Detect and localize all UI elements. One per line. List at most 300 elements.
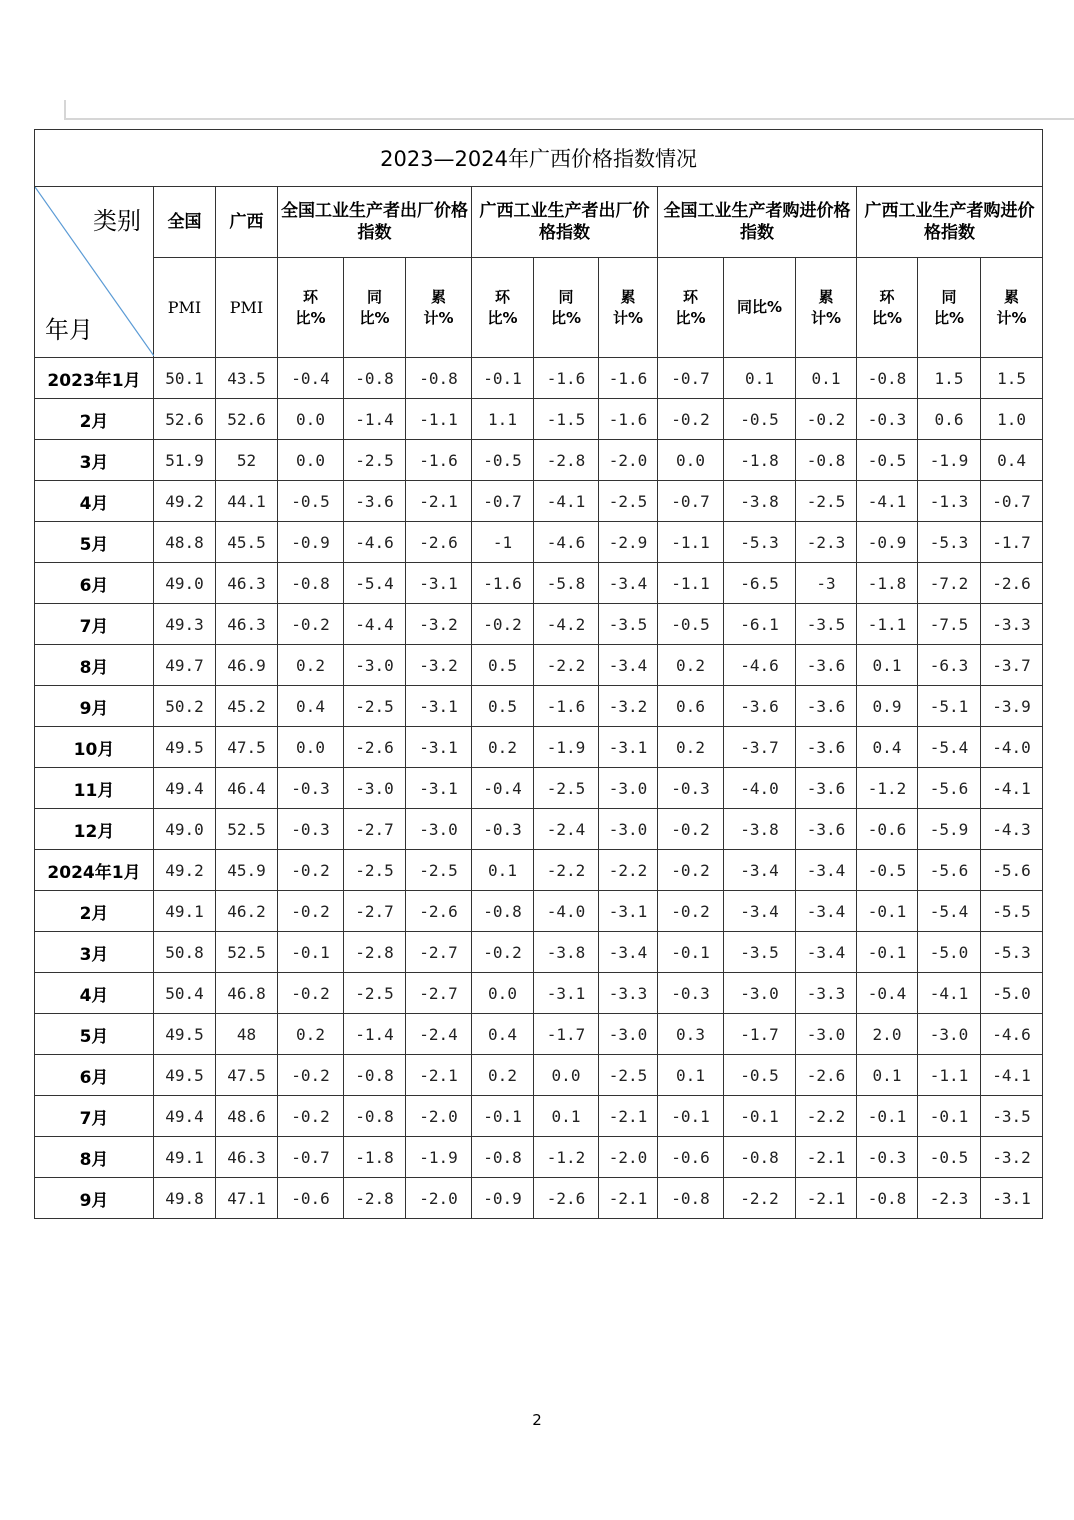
table-cell: -3.1 (406, 563, 472, 604)
table-cell: -0.1 (278, 932, 344, 973)
group-ppi-guangxi: 广西工业生产者出厂价格指数 (472, 187, 658, 258)
table-cell: 0.3 (658, 1014, 724, 1055)
table-cell: 0.2 (472, 1055, 534, 1096)
table-cell: -2.1 (406, 481, 472, 522)
table-cell: -1.1 (406, 399, 472, 440)
table-cell: -2.3 (918, 1178, 981, 1219)
table-cell: -4.0 (724, 768, 796, 809)
table-cell: -3.4 (724, 850, 796, 891)
table-cell: 49.5 (154, 1014, 216, 1055)
table-cell: -4.6 (724, 645, 796, 686)
table-cell: -0.8 (406, 358, 472, 399)
table-cell: 49.5 (154, 1055, 216, 1096)
table-cell: 43.5 (216, 358, 278, 399)
table-row (35, 809, 1043, 850)
table-cell: -0.1 (857, 932, 918, 973)
table-cell: -5.1 (918, 686, 981, 727)
table-cell: 0.5 (472, 686, 534, 727)
table-cell: 0.0 (534, 1055, 599, 1096)
table-row (35, 563, 1043, 604)
table-cell: -3.1 (406, 686, 472, 727)
row-month: 2023年1月 (35, 358, 154, 399)
row-month: 10月 (35, 727, 154, 768)
table-row (35, 1014, 1043, 1055)
table-cell: -2.2 (534, 645, 599, 686)
row-month: 6月 (35, 563, 154, 604)
table-cell: -2.4 (534, 809, 599, 850)
sub-pmi-national: PMI (154, 258, 216, 358)
table-cell: -2.0 (599, 1137, 658, 1178)
table-cell: 52 (216, 440, 278, 481)
table-cell: 0.1 (796, 358, 857, 399)
table-cell: -3.5 (981, 1096, 1043, 1137)
table-cell: 48.8 (154, 522, 216, 563)
table-cell: -4.1 (981, 1055, 1043, 1096)
table-cell: -0.3 (278, 768, 344, 809)
table-cell: -5.6 (918, 850, 981, 891)
table-cell: -4.1 (918, 973, 981, 1014)
table-cell: -1.1 (857, 604, 918, 645)
header-rule (64, 100, 1074, 120)
table-cell: -2.4 (406, 1014, 472, 1055)
group-pp-guangxi: 广西工业生产者购进价格指数 (857, 187, 1043, 258)
table-cell: -2.6 (406, 891, 472, 932)
table-cell: 49.2 (154, 850, 216, 891)
table-cell: 0.6 (918, 399, 981, 440)
table-cell: -0.4 (857, 973, 918, 1014)
table-cell: -1.8 (724, 440, 796, 481)
table-cell: -2.5 (599, 1055, 658, 1096)
table-cell: 0.2 (472, 727, 534, 768)
sub-mom: 环比% (658, 258, 724, 358)
table-cell: -2.6 (406, 522, 472, 563)
table-cell: -0.2 (796, 399, 857, 440)
table-cell: -0.5 (472, 440, 534, 481)
table-cell: -2.1 (406, 1055, 472, 1096)
table-cell: -0.1 (857, 891, 918, 932)
table-cell: -5.4 (918, 727, 981, 768)
table-cell: -3.8 (534, 932, 599, 973)
table-cell: -3.9 (981, 686, 1043, 727)
table-cell: -7.2 (918, 563, 981, 604)
table-cell: -5.0 (918, 932, 981, 973)
table-cell: -3 (796, 563, 857, 604)
table-cell: -4.3 (981, 809, 1043, 850)
table-cell: -3.0 (599, 768, 658, 809)
sub-mom: 环比% (278, 258, 344, 358)
table-cell: -1.3 (918, 481, 981, 522)
table-cell: -0.3 (658, 973, 724, 1014)
table-cell: -0.2 (472, 604, 534, 645)
table-cell: -2.5 (344, 686, 406, 727)
table-cell: -1.8 (857, 563, 918, 604)
table-cell: -4.6 (534, 522, 599, 563)
table-cell: -4.0 (981, 727, 1043, 768)
table-cell: -2.0 (406, 1178, 472, 1219)
table-cell: 50.1 (154, 358, 216, 399)
table-cell: -2.1 (796, 1137, 857, 1178)
table-cell: -0.8 (344, 1096, 406, 1137)
row-month: 4月 (35, 973, 154, 1014)
row-month: 2月 (35, 891, 154, 932)
table-cell: -0.7 (981, 481, 1043, 522)
table-row (35, 604, 1043, 645)
table-cell: -0.8 (796, 440, 857, 481)
table-cell: -4.6 (344, 522, 406, 563)
table-cell: 45.9 (216, 850, 278, 891)
table-cell: 50.2 (154, 686, 216, 727)
table-cell: 49.3 (154, 604, 216, 645)
table-cell: -1.7 (534, 1014, 599, 1055)
table-cell: -1.1 (918, 1055, 981, 1096)
table-cell: 46.9 (216, 645, 278, 686)
table-row (35, 645, 1043, 686)
table-cell: 47.1 (216, 1178, 278, 1219)
table-cell: 2.0 (857, 1014, 918, 1055)
table-cell: 49.0 (154, 809, 216, 850)
table-cell: 48 (216, 1014, 278, 1055)
table-cell: -2.6 (534, 1178, 599, 1219)
corner-header-cell (35, 187, 154, 358)
sub-cum: 累计% (599, 258, 658, 358)
table-cell: -4.4 (344, 604, 406, 645)
table-row (35, 850, 1043, 891)
sub-mom: 环比% (472, 258, 534, 358)
table-cell: -3.6 (724, 686, 796, 727)
table-cell: 49.7 (154, 645, 216, 686)
row-month: 5月 (35, 522, 154, 563)
table-cell: -2.5 (344, 973, 406, 1014)
table-row (35, 768, 1043, 809)
table-cell: -0.1 (658, 1096, 724, 1137)
table-cell: -0.5 (857, 850, 918, 891)
row-month: 2024年1月 (35, 850, 154, 891)
table-cell: -3.7 (724, 727, 796, 768)
table-cell: -6.3 (918, 645, 981, 686)
table-cell: 0.1 (534, 1096, 599, 1137)
table-cell: -3.0 (344, 645, 406, 686)
table-cell: -3.0 (918, 1014, 981, 1055)
table-cell: 46.4 (216, 768, 278, 809)
table-cell: -0.2 (658, 809, 724, 850)
row-month: 8月 (35, 645, 154, 686)
table-cell: 49.4 (154, 768, 216, 809)
table-cell: -2.5 (406, 850, 472, 891)
table-row (35, 440, 1043, 481)
table-cell: -1.9 (406, 1137, 472, 1178)
row-month: 4月 (35, 481, 154, 522)
table-cell: -4.0 (534, 891, 599, 932)
table-cell: 1.5 (918, 358, 981, 399)
table-cell: -3.3 (599, 973, 658, 1014)
table-cell: 1.0 (981, 399, 1043, 440)
table-cell: -0.7 (278, 1137, 344, 1178)
sub-yoy: 同比% (918, 258, 981, 358)
table-cell: -0.6 (658, 1137, 724, 1178)
table-cell: -0.2 (278, 1096, 344, 1137)
table-cell: -1.9 (534, 727, 599, 768)
table-row (35, 1178, 1043, 1219)
table-cell: -0.4 (278, 358, 344, 399)
table-cell: -3.2 (406, 604, 472, 645)
table-cell: -3.0 (344, 768, 406, 809)
table-cell: -2.8 (534, 440, 599, 481)
row-month: 3月 (35, 932, 154, 973)
table-cell: -2.2 (724, 1178, 796, 1219)
table-cell: -0.1 (918, 1096, 981, 1137)
table-cell: -2.5 (344, 440, 406, 481)
row-month: 5月 (35, 1014, 154, 1055)
table-cell: -2.3 (796, 522, 857, 563)
table-cell: -6.5 (724, 563, 796, 604)
table-cell: -1.2 (534, 1137, 599, 1178)
table-cell: -0.7 (658, 481, 724, 522)
table-cell: -3.4 (724, 891, 796, 932)
table-cell: 0.0 (278, 727, 344, 768)
table-cell: 0.0 (278, 440, 344, 481)
table-cell: -0.2 (472, 932, 534, 973)
table-cell: -1.4 (344, 399, 406, 440)
table-cell: -3.1 (406, 768, 472, 809)
table-cell: -3.8 (724, 809, 796, 850)
table-cell: -3.5 (599, 604, 658, 645)
table-cell: -0.5 (724, 1055, 796, 1096)
table-cell: -4.1 (534, 481, 599, 522)
row-month: 12月 (35, 809, 154, 850)
sub-cum: 累计% (981, 258, 1043, 358)
table-cell: -2.1 (796, 1178, 857, 1219)
table-cell: 44.1 (216, 481, 278, 522)
table-cell: -3.5 (724, 932, 796, 973)
table-cell: 0.4 (472, 1014, 534, 1055)
table-cell: -3.4 (599, 563, 658, 604)
table-cell: -2.5 (534, 768, 599, 809)
table-cell: 49.5 (154, 727, 216, 768)
sub-mom: 环比% (857, 258, 918, 358)
table-cell: -0.3 (857, 399, 918, 440)
table-cell: -0.1 (472, 358, 534, 399)
table-cell: 52.5 (216, 932, 278, 973)
table-cell: -0.2 (278, 1055, 344, 1096)
table-cell: -3.1 (981, 1178, 1043, 1219)
table-cell: 48.6 (216, 1096, 278, 1137)
table-cell: -0.6 (278, 1178, 344, 1219)
table-cell: 0.4 (857, 727, 918, 768)
table-cell: 0.1 (724, 358, 796, 399)
table-cell: -0.9 (857, 522, 918, 563)
table-cell: -5.4 (344, 563, 406, 604)
table-cell: 49.2 (154, 481, 216, 522)
table-cell: -2.7 (406, 973, 472, 1014)
table-cell: -3.4 (796, 891, 857, 932)
table-cell: 49.1 (154, 1137, 216, 1178)
table-row (35, 522, 1043, 563)
table-cell: -3.1 (534, 973, 599, 1014)
table-cell: -0.3 (857, 1137, 918, 1178)
table-cell: -2.8 (344, 1178, 406, 1219)
table-cell: -4.2 (534, 604, 599, 645)
group-national: 全国 (154, 187, 216, 258)
table-cell: -0.2 (278, 973, 344, 1014)
table-cell: 0.2 (278, 1014, 344, 1055)
table-cell: -2.1 (599, 1178, 658, 1219)
table-cell: -3.1 (406, 727, 472, 768)
table-row (35, 1096, 1043, 1137)
table-cell: 45.2 (216, 686, 278, 727)
table-cell: 50.8 (154, 932, 216, 973)
table-cell: -0.5 (918, 1137, 981, 1178)
page-number: 2 (532, 1411, 542, 1429)
table-cell: -2.7 (344, 809, 406, 850)
table-cell: 0.9 (857, 686, 918, 727)
group-guangxi: 广西 (216, 187, 278, 258)
table-cell: -0.8 (278, 563, 344, 604)
table-cell: -5.8 (534, 563, 599, 604)
table-cell: -0.7 (658, 358, 724, 399)
table-cell: -3.4 (599, 932, 658, 973)
table-cell: 0.1 (658, 1055, 724, 1096)
table-cell: -2.8 (344, 932, 406, 973)
table-cell: -0.3 (278, 809, 344, 850)
table-cell: -2.7 (406, 932, 472, 973)
table-cell: -3.0 (599, 809, 658, 850)
row-month: 7月 (35, 604, 154, 645)
table-cell: -1.6 (406, 440, 472, 481)
table-cell: -0.3 (658, 768, 724, 809)
table-cell: -0.1 (724, 1096, 796, 1137)
table-cell: -3.0 (724, 973, 796, 1014)
table-cell: -0.3 (472, 809, 534, 850)
table-cell: 0.2 (658, 645, 724, 686)
table-cell: -1.5 (534, 399, 599, 440)
table-row (35, 399, 1043, 440)
table-cell: -0.8 (472, 891, 534, 932)
table-cell: -1.1 (658, 522, 724, 563)
table-cell: -3.8 (724, 481, 796, 522)
table-cell: -2.0 (406, 1096, 472, 1137)
table-cell: 49.8 (154, 1178, 216, 1219)
table-cell: -7.5 (918, 604, 981, 645)
table-cell: 52.5 (216, 809, 278, 850)
row-month: 2月 (35, 399, 154, 440)
table-cell: -0.2 (278, 604, 344, 645)
table-cell: -0.7 (472, 481, 534, 522)
table-cell: -3.2 (981, 1137, 1043, 1178)
table-cell: 0.1 (857, 1055, 918, 1096)
table-cell: -0.2 (658, 891, 724, 932)
table-cell: -0.5 (857, 440, 918, 481)
table-cell: -0.2 (658, 850, 724, 891)
table-cell: -1.2 (857, 768, 918, 809)
table-cell: -2.5 (599, 481, 658, 522)
table-cell: -0.5 (724, 399, 796, 440)
table-title: 2023—2024年广西价格指数情况 (35, 130, 1043, 187)
sub-yoy: 同比% (534, 258, 599, 358)
table-cell: -3.6 (796, 727, 857, 768)
table-cell: -5.5 (981, 891, 1043, 932)
table-cell: 46.2 (216, 891, 278, 932)
table-cell: -2.6 (796, 1055, 857, 1096)
table-cell: -3.6 (796, 809, 857, 850)
table-cell: -0.1 (658, 932, 724, 973)
table-cell: 0.4 (981, 440, 1043, 481)
table-cell: -0.1 (472, 1096, 534, 1137)
table-cell: -0.8 (857, 1178, 918, 1219)
table-cell: -2.2 (534, 850, 599, 891)
table-cell: -0.1 (857, 1096, 918, 1137)
table-cell: -1 (472, 522, 534, 563)
row-month: 7月 (35, 1096, 154, 1137)
table-cell: -3.2 (406, 645, 472, 686)
table-cell: 45.5 (216, 522, 278, 563)
table-cell: 49.4 (154, 1096, 216, 1137)
table-cell: -3.3 (981, 604, 1043, 645)
table-cell: -0.2 (278, 850, 344, 891)
table-cell: 0.4 (278, 686, 344, 727)
table-cell: 50.4 (154, 973, 216, 1014)
table-cell: -4.1 (981, 768, 1043, 809)
table-cell: 49.0 (154, 563, 216, 604)
table-cell: 0.2 (658, 727, 724, 768)
table-cell: 0.0 (278, 399, 344, 440)
table-cell: -6.1 (724, 604, 796, 645)
table-cell: -1.6 (534, 686, 599, 727)
table-cell: -3.4 (796, 850, 857, 891)
table-cell: -1.8 (344, 1137, 406, 1178)
table-cell: -0.9 (472, 1178, 534, 1219)
table-cell: -0.2 (278, 891, 344, 932)
table-row (35, 932, 1043, 973)
table-cell: -1.6 (472, 563, 534, 604)
row-month: 9月 (35, 686, 154, 727)
table-cell: -0.6 (857, 809, 918, 850)
table-cell: -2.2 (796, 1096, 857, 1137)
table-cell: -1.4 (344, 1014, 406, 1055)
table-cell: -1.7 (981, 522, 1043, 563)
table-cell: -0.8 (344, 1055, 406, 1096)
table-cell: -2.0 (599, 440, 658, 481)
table-row (35, 358, 1043, 399)
table-cell: -2.6 (981, 563, 1043, 604)
table-cell: -3.0 (599, 1014, 658, 1055)
table-cell: -0.2 (658, 399, 724, 440)
table-cell: -3.1 (599, 891, 658, 932)
table-cell: 52.6 (154, 399, 216, 440)
table-cell: 46.3 (216, 604, 278, 645)
table-cell: -3.4 (599, 645, 658, 686)
table-cell: -3.5 (796, 604, 857, 645)
table-cell: -1.9 (918, 440, 981, 481)
corner-category-label: 类别 (93, 207, 141, 235)
table-cell: 0.6 (658, 686, 724, 727)
sub-cum: 累计% (796, 258, 857, 358)
group-ppi-national: 全国工业生产者出厂价格指数 (278, 187, 472, 258)
table-cell: -1.7 (724, 1014, 796, 1055)
table-cell: -5.0 (981, 973, 1043, 1014)
table-cell: -5.3 (918, 522, 981, 563)
table-cell: -1.6 (599, 358, 658, 399)
table-cell: 47.5 (216, 727, 278, 768)
table-cell: -4.1 (857, 481, 918, 522)
table-cell: -3.3 (796, 973, 857, 1014)
table-cell: -3.6 (796, 768, 857, 809)
table-cell: 0.0 (472, 973, 534, 1014)
table-cell: 51.9 (154, 440, 216, 481)
table-cell: 46.8 (216, 973, 278, 1014)
table-cell: -3.6 (796, 686, 857, 727)
table-cell: 46.3 (216, 563, 278, 604)
table-cell: -3.6 (344, 481, 406, 522)
